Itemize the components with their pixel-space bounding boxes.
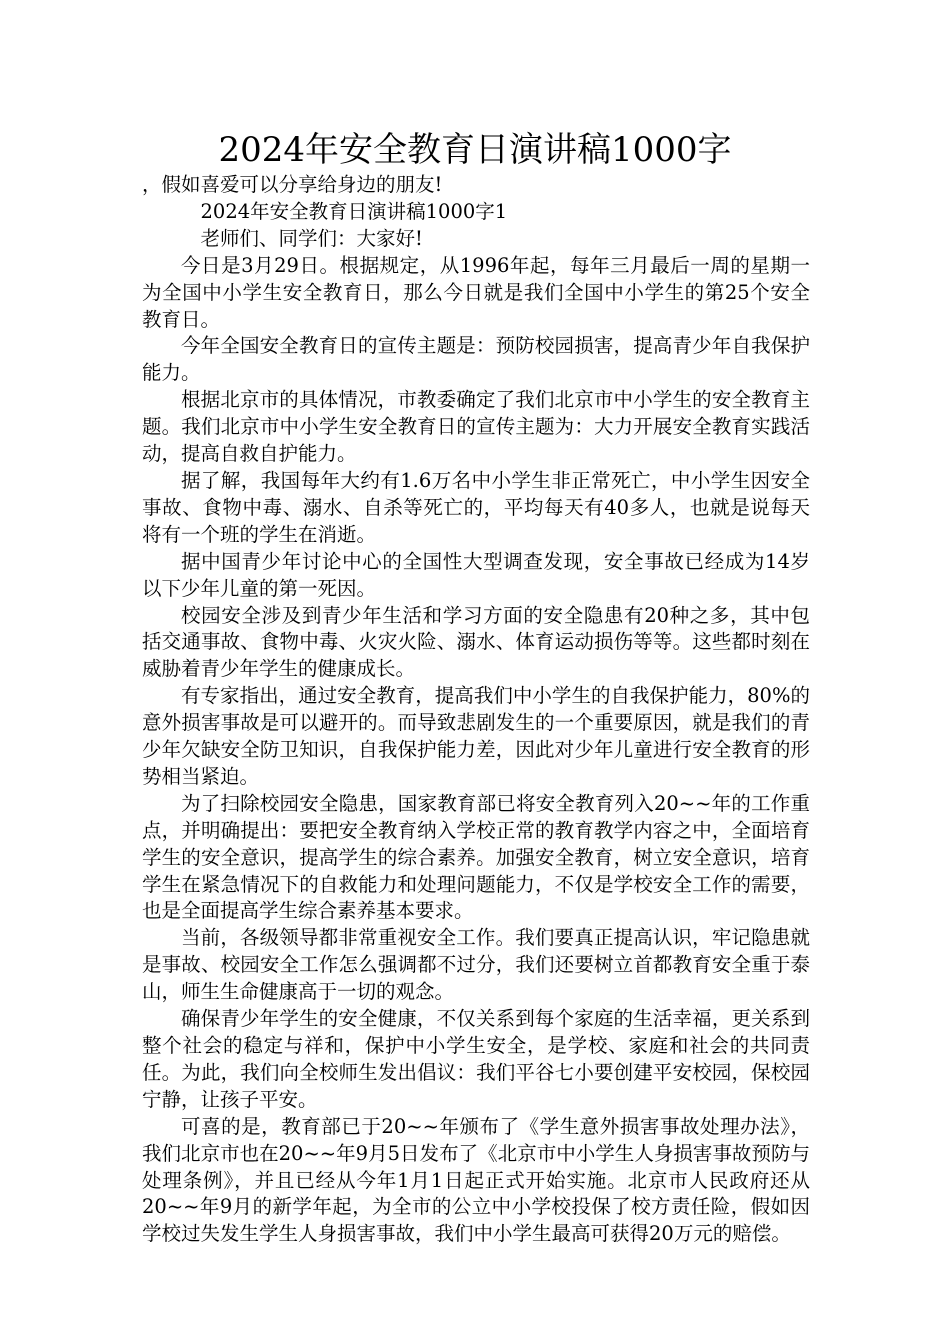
paragraph: 据了解，我国每年大约有1.6万名中小学生非正常死亡，中小学生因安全事故、食物中毒、溺水、自杀等死亡的，平均每天有40多人，也就是说每天将有一个班的学生在消逝。 — [142, 468, 810, 546]
paragraph: 今日是3月29日。根据规定，从1996年起，每年三月最后一周的星期一为全国中小学生安全教育日，那么今日就是我们全国中小学生的第25个安全教育日。 — [142, 253, 810, 331]
greeting-line: 老师们、同学们：大家好! — [200, 226, 423, 250]
speech-subtitle: 2024年安全教育日演讲稿1000字1 — [200, 199, 508, 223]
paragraph: 今年全国安全教育日的宣传主题是：预防校园损害，提高青少年自我保护能力。 — [142, 334, 810, 385]
paragraph: 据中国青少年讨论中心的全国性大型调查发现，安全事故已经成为14岁以下少年儿童的第一死因。 — [142, 549, 810, 600]
paragraph: 校园安全涉及到青少年生活和学习方面的安全隐患有20种之多，其中包括交通事故、食物中毒、火灾火险、溺水、体育运动损伤等等。这些都时刻在威胁着青少年学生的健康成长。 — [142, 603, 810, 681]
intro-line: ，假如喜爱可以分享给身边的朋友! — [142, 173, 443, 196]
paragraph: 为了扫除校园安全隐患，国家教育部已将安全教育列入20~~年的工作重点，并明确提出：要把安全教育纳入学校正常的教育教学内容之中，全面培育学生的安全意识，提高学生的综合素养。加强安全教育，树立安全意识，培育学生在紧急情况下的自救能力和处理问题能力，不仅是学校安全工作的需要，也是全面提高学生综合素养基本要求。 — [142, 791, 810, 923]
paragraph: 当前，各级领导都非常重视安全工作。我们要真正提高认识，牢记隐患就是事故、校园安全工作怎么强调都不过分，我们还要树立首都教育安全重于泰山，师生生命健康高于一切的观念。 — [142, 926, 810, 1004]
document-title: 2024年安全教育日演讲稿1000字 — [218, 130, 732, 170]
paragraph: 确保青少年学生的安全健康，不仅关系到每个家庭的生活幸福，更关系到整个社会的稳定与祥和，保护中小学生安全，是学校、家庭和社会的共同责任。为此，我们向全校师生发出倡议：我们平谷七小要创建平安校园，保校园宁静，让孩子平安。 — [142, 1007, 810, 1111]
paragraph: 根据北京市的具体情况，市教委确定了我们北京市中小学生的安全教育主题。我们北京市中小学生安全教育日的宣传主题为：大力开展安全教育实践活动，提高自救自护能力。 — [142, 388, 810, 466]
paragraph: 有专家指出，通过安全教育，提高我们中小学生的自我保护能力，80%的意外损害事故是可以避开的。而导致悲剧发生的一个重要原因，就是我们的青少年欠缺安全防卫知识，自我保护能力差，因此对少年儿童进行安全教育的形势相当紧迫。 — [142, 684, 810, 788]
document-body — [142, 172, 810, 1248]
paragraph: 可喜的是，教育部已于20~~年颁布了《学生意外损害事故处理办法》，我们北京市也在20~~年9月5日发布了《北京市中小学生人身损害事故预防与处理条例》，并且已经从今年1月1日起正式开始实施。北京市人民政府还从20~~年9月的新学年起，为全市的公立中小学校投保了校方责任险，假如因学校过失发生学生人身损害事故，我们中小学生最高可获得20万元的赔偿。 — [142, 1114, 810, 1246]
